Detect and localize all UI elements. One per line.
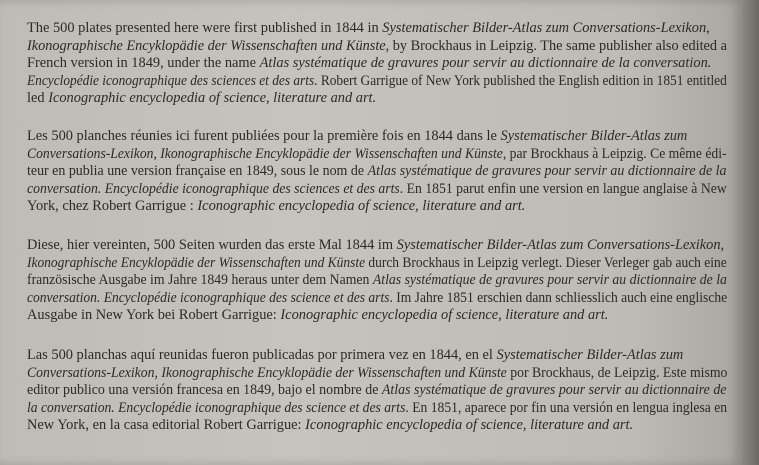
paragraph-english (27, 20, 727, 108)
text-line: French version in 1849, under the name Atlas systématique de gravures pour servir au dictionnaire de la conversation. (27, 55, 712, 72)
text-line: Encyclopédie iconographique des sciences et des arts. Robert Garrigue of New York published the English edition in 1851 entitled (27, 72, 727, 89)
text-line: New York, en la casa editorial Robert Garrigue: Iconographic encyclopedia of science, literature and art. (27, 417, 634, 434)
text-line: Conversations-Lexikon, Ikonographische Encyklopädie der Wissenschaften und Künste, par Brockhaus à Leipzig. Ce même édi- (27, 145, 727, 162)
paragraph-spanish (27, 347, 727, 435)
text-line: Las 500 planchas aquí reunidas fueron publicadas por primera vez en 1844, en el Systematischer Bilder-Atlas zum (27, 347, 684, 363)
paragraph-french (27, 128, 727, 216)
text-line: conversation. Encyclopédie iconographique des science et des arts. Im Jahre 1851 erschien dann schliesslich auch eine englische (27, 289, 728, 306)
text-line: conversation. Encyclopédie iconographique des sciences et des arts. En 1851 parut enfin une version en langue anglaise à New (27, 180, 727, 197)
text-line: The 500 plates presented here were first published in 1844 in Systematischer Bilder-Atlas zum Conversations-Lexikon, (27, 20, 710, 36)
text-line: französische Ausgabe im Jahre 1849 heraus unter dem Namen Atlas systématique de gravures pour servir au dictionnaire de la (27, 272, 727, 289)
page-edge-shadow (742, 0, 759, 465)
text-line: Conversations-Lexikon, Ikonographische Encyklopädie der Wissenschaften und Künste por Brockhaus, de Leipzig. Este mismo (27, 364, 728, 381)
text-line: Les 500 planches réunies ici furent publiées pour la première fois en 1844 dans le Systematischer Bilder-Atlas zum (27, 128, 688, 144)
text-line: la conversation. Encyclopédie iconographique des science et des arts. En 1851, aparece por fin una versión en lengua inglesa en (27, 399, 728, 416)
text-line: teur en publia une version française en 1849, sous le nom de Atlas systématique de gravures pour servir au dictionnaire de la (27, 163, 727, 180)
text-line: editor publico una versión francesa en 1849, bajo el nombre de Atlas systématique de gravures pour servir au dictionnaire de (27, 382, 727, 399)
text-line: Ausgabe in New York bei Robert Garrigue: Iconographic encyclopedia of science, literature and art. (27, 307, 609, 324)
text-line: led Iconographic encyclopedia of science, literature and art. (27, 90, 377, 107)
text-line: York, chez Robert Garrigue : Iconographic encyclopedia of science, literature and art. (27, 198, 526, 215)
paragraph-german (27, 237, 727, 325)
text-line: Ikonographische Encyklopädie der Wissenschaften und Künste durch Brockhaus in Leipzig verlegt. Dieser Verleger gab auch eine (27, 254, 727, 271)
text-line: Ikonographische Encyklopädie der Wissenschaften und Künste, by Brockhaus in Leipzig. The same publisher also edited a (27, 37, 727, 54)
text-line: Diese, hier vereinten, 500 Seiten wurden das erste Mal 1844 im Systematischer Bilder-Atlas zum Conversations-Lexikon, (27, 237, 725, 253)
